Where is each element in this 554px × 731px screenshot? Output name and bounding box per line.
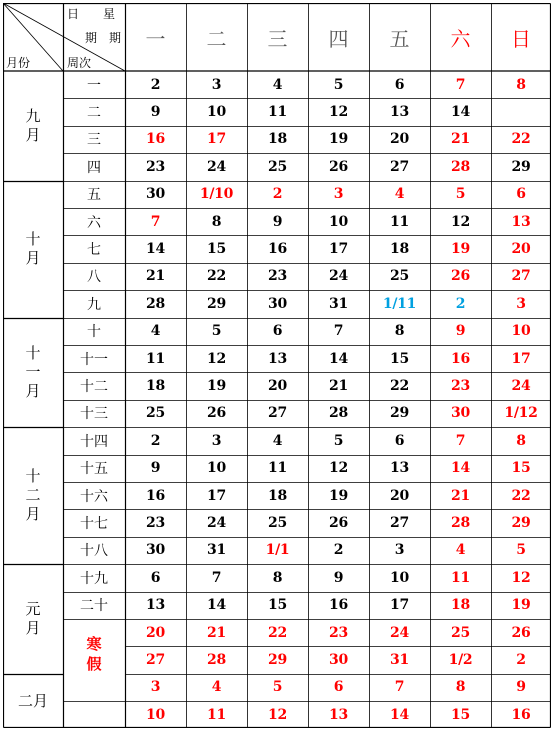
day-cell: 19 [451, 241, 470, 258]
day-cell: 28 [207, 652, 226, 669]
week-number: 二 [87, 105, 101, 122]
day-cell: 10 [390, 569, 409, 586]
day-cell: 24 [390, 624, 409, 641]
day-cell: 5 [272, 679, 283, 696]
day-cell: 1/10 [199, 186, 234, 203]
day-cell: 19 [329, 131, 348, 148]
week-number: 四 [87, 159, 101, 176]
day-cell: 3 [394, 542, 405, 559]
day-cell: 5 [333, 432, 344, 449]
day-cell: 21 [146, 268, 165, 285]
day-cell: 4 [272, 432, 283, 449]
day-cell: 27 [146, 652, 165, 669]
week-number: 十七 [80, 516, 108, 533]
month-label-char: 月 [25, 381, 41, 400]
week-number: 二十 [80, 598, 108, 615]
week-number: 三 [87, 132, 101, 149]
school-calendar-table [3, 3, 551, 728]
day-cell: 25 [451, 624, 470, 641]
week-number: 十六 [80, 488, 108, 505]
weekday-header-7: 日 [511, 26, 531, 51]
day-cell: 4 [150, 323, 161, 340]
day-cell: 30 [146, 542, 165, 559]
month-label-char: 二月 [17, 691, 48, 710]
day-cell: 2 [150, 76, 161, 93]
day-cell: 31 [390, 652, 409, 669]
day-cell: 17 [511, 350, 531, 367]
header-period-left: 期 [85, 31, 98, 45]
day-cell: 1/2 [448, 652, 473, 669]
day-cell: 20 [146, 624, 165, 641]
day-cell: 11 [268, 104, 287, 121]
week-number: 十四 [80, 433, 108, 450]
day-cell: 7 [394, 679, 405, 696]
week-number: 六 [87, 214, 101, 231]
month-label-char: 九 [25, 106, 41, 125]
day-cell: 8 [394, 323, 405, 340]
day-cell: 8 [272, 569, 283, 586]
day-cell: 4 [455, 542, 466, 559]
day-cell: 20 [268, 378, 287, 395]
week-number: 一 [87, 77, 101, 94]
day-cell: 5 [516, 542, 526, 559]
day-cell: 8 [455, 679, 466, 696]
day-cell: 26 [329, 515, 348, 532]
day-cell: 21 [329, 378, 348, 395]
day-cell: 12 [268, 706, 287, 723]
day-cell: 1/12 [504, 405, 538, 422]
day-cell: 26 [329, 158, 348, 175]
day-cell: 15 [511, 460, 531, 477]
day-cell: 9 [455, 323, 466, 340]
header-week-label: 周次 [67, 56, 92, 70]
day-cell: 27 [268, 405, 287, 422]
day-cell: 23 [146, 158, 165, 175]
day-cell: 21 [451, 487, 470, 504]
day-cell: 30 [146, 186, 165, 203]
day-cell: 17 [207, 487, 226, 504]
day-cell: 7 [150, 213, 161, 230]
day-cell: 27 [511, 268, 531, 285]
day-cell: 3 [150, 679, 161, 696]
day-cell: 30 [268, 295, 287, 312]
day-cell: 29 [268, 652, 287, 669]
month-label-char: 月 [25, 125, 41, 144]
day-cell: 25 [146, 405, 165, 422]
day-cell: 16 [268, 241, 287, 258]
day-cell: 18 [268, 487, 287, 504]
day-cell: 10 [329, 213, 348, 230]
day-cell: 6 [333, 679, 344, 696]
week-number: 十九 [80, 570, 108, 587]
day-cell: 2 [150, 432, 161, 449]
day-cell: 8 [516, 76, 526, 93]
day-cell: 16 [329, 597, 348, 614]
day-cell: 20 [390, 131, 409, 148]
header-diagonal [3, 3, 63, 71]
day-cell: 6 [394, 76, 405, 93]
week-number: 十二 [80, 379, 108, 396]
day-cell: 6 [516, 186, 526, 203]
day-cell: 29 [390, 405, 409, 422]
weekday-header-6: 六 [450, 26, 471, 51]
day-cell: 13 [390, 104, 409, 121]
day-cell: 9 [516, 679, 526, 696]
day-cell: 20 [511, 241, 531, 258]
day-cell: 28 [146, 295, 165, 312]
day-cell: 30 [451, 405, 470, 422]
week-number: 五 [87, 187, 101, 204]
day-cell: 6 [394, 432, 405, 449]
day-cell: 15 [268, 597, 287, 614]
day-cell: 26 [207, 405, 226, 422]
day-cell: 6 [272, 323, 283, 340]
day-cell: 11 [207, 706, 226, 723]
week-number: 十三 [80, 406, 108, 423]
day-cell: 26 [511, 624, 531, 641]
day-cell: 9 [150, 104, 161, 121]
day-cell: 5 [211, 323, 222, 340]
day-cell: 1/1 [265, 542, 290, 559]
month-label-char: 月 [25, 505, 41, 524]
week-number: 十一 [80, 351, 108, 368]
header-star-label: 星 [103, 7, 116, 21]
day-cell: 7 [333, 323, 344, 340]
day-cell: 29 [207, 295, 226, 312]
day-cell: 19 [207, 378, 226, 395]
month-label-char: 一 [25, 362, 41, 381]
day-cell: 17 [329, 241, 348, 258]
day-cell: 12 [329, 460, 348, 477]
day-cell: 10 [207, 460, 226, 477]
day-cell: 12 [451, 213, 470, 230]
day-cell: 12 [329, 104, 348, 121]
header-day-label: 日 [67, 7, 80, 21]
day-cell: 16 [146, 131, 165, 148]
week-number: 九 [87, 296, 101, 313]
month-label-char: 二 [25, 486, 41, 505]
day-cell: 9 [333, 569, 344, 586]
winter-vacation-char: 寒 [86, 635, 102, 654]
header-period-right: 期 [109, 31, 122, 45]
day-cell: 10 [146, 706, 165, 723]
day-cell: 5 [333, 76, 344, 93]
day-cell: 14 [390, 706, 409, 723]
day-cell: 2 [272, 186, 283, 203]
month-label-char: 十 [25, 343, 41, 362]
day-cell: 25 [390, 268, 409, 285]
day-cell: 11 [390, 213, 409, 230]
month-label-char: 月 [25, 618, 41, 637]
day-cell: 21 [207, 624, 226, 641]
day-cell: 13 [390, 460, 409, 477]
day-cell: 15 [451, 706, 470, 723]
day-cell: 18 [268, 131, 287, 148]
day-cell: 8 [211, 213, 222, 230]
day-cell: 14 [451, 460, 470, 477]
day-cell: 6 [150, 569, 161, 586]
day-cell: 16 [511, 706, 531, 723]
day-cell: 24 [207, 515, 226, 532]
day-cell: 2 [516, 652, 526, 669]
day-cell: 15 [207, 241, 226, 258]
table-grid [3, 3, 551, 728]
day-cell: 10 [511, 323, 531, 340]
day-cell: 18 [390, 241, 409, 258]
day-cell: 23 [329, 624, 348, 641]
week-number: 七 [87, 242, 101, 259]
day-cell: 8 [516, 432, 526, 449]
day-cell: 22 [390, 378, 409, 395]
day-cell: 7 [455, 76, 466, 93]
day-cell: 12 [511, 569, 531, 586]
day-cell: 11 [451, 569, 470, 586]
day-cell: 23 [146, 515, 165, 532]
day-cell: 31 [329, 295, 348, 312]
day-cell: 9 [272, 213, 283, 230]
day-cell: 4 [272, 76, 283, 93]
weekday-header-2: 二 [206, 26, 227, 51]
winter-vacation-char: 假 [86, 655, 102, 674]
day-cell: 13 [329, 706, 348, 723]
day-cell: 11 [146, 350, 165, 367]
day-cell: 22 [511, 487, 531, 504]
day-cell: 13 [146, 597, 165, 614]
weekday-header-3: 三 [267, 26, 288, 51]
day-cell: 10 [207, 104, 226, 121]
day-cell: 22 [207, 268, 226, 285]
week-number: 八 [87, 269, 101, 286]
day-cell: 13 [268, 350, 287, 367]
day-cell: 25 [268, 515, 287, 532]
day-cell: 15 [390, 350, 409, 367]
day-cell: 14 [451, 104, 470, 121]
day-cell: 11 [268, 460, 287, 477]
day-cell: 24 [329, 268, 348, 285]
day-cell: 28 [451, 515, 470, 532]
day-cell: 27 [390, 158, 409, 175]
weekday-header-5: 五 [389, 26, 410, 51]
day-cell: 3 [333, 186, 344, 203]
day-cell: 3 [211, 432, 222, 449]
day-cell: 16 [451, 350, 470, 367]
day-cell: 4 [394, 186, 405, 203]
day-cell: 18 [451, 597, 470, 614]
day-cell: 29 [511, 158, 531, 175]
day-cell: 30 [329, 652, 348, 669]
day-cell: 22 [511, 131, 531, 148]
month-label-char: 元 [25, 599, 41, 618]
day-cell: 31 [207, 542, 226, 559]
day-cell: 24 [207, 158, 226, 175]
week-number: 十八 [80, 543, 108, 560]
weekday-header-1: 一 [145, 26, 166, 51]
day-cell: 3 [516, 295, 526, 312]
month-label-char: 月 [25, 249, 41, 268]
day-cell: 19 [329, 487, 348, 504]
day-cell: 4 [211, 679, 222, 696]
day-cell: 14 [146, 241, 165, 258]
day-cell: 24 [511, 378, 531, 395]
day-cell: 2 [455, 295, 466, 312]
day-cell: 3 [211, 76, 222, 93]
header-month-label: 月份 [6, 56, 31, 70]
day-cell: 18 [146, 378, 165, 395]
day-cell: 5 [455, 186, 466, 203]
day-cell: 7 [455, 432, 466, 449]
day-cell: 21 [451, 131, 470, 148]
day-cell: 22 [268, 624, 287, 641]
day-cell: 28 [451, 158, 470, 175]
day-cell: 23 [451, 378, 470, 395]
day-cell: 26 [451, 268, 470, 285]
week-number: 十五 [80, 461, 108, 478]
day-cell: 27 [390, 515, 409, 532]
day-cell: 28 [329, 405, 348, 422]
day-cell: 14 [329, 350, 348, 367]
day-cell: 9 [150, 460, 161, 477]
day-cell: 16 [146, 487, 165, 504]
day-cell: 1/11 [382, 295, 417, 312]
week-number: 十 [87, 324, 101, 341]
day-cell: 23 [268, 268, 287, 285]
month-label-char: 十 [25, 467, 41, 486]
day-cell: 13 [511, 213, 531, 230]
day-cell: 14 [207, 597, 226, 614]
day-cell: 12 [207, 350, 226, 367]
weekday-header-4: 四 [328, 26, 349, 51]
day-cell: 2 [333, 542, 344, 559]
day-cell: 7 [211, 569, 222, 586]
day-cell: 20 [390, 487, 409, 504]
month-label-char: 十 [25, 230, 41, 249]
day-cell: 17 [207, 131, 226, 148]
day-cell: 25 [268, 158, 287, 175]
day-cell: 29 [511, 515, 531, 532]
day-cell: 17 [390, 597, 409, 614]
day-cell: 19 [511, 597, 531, 614]
